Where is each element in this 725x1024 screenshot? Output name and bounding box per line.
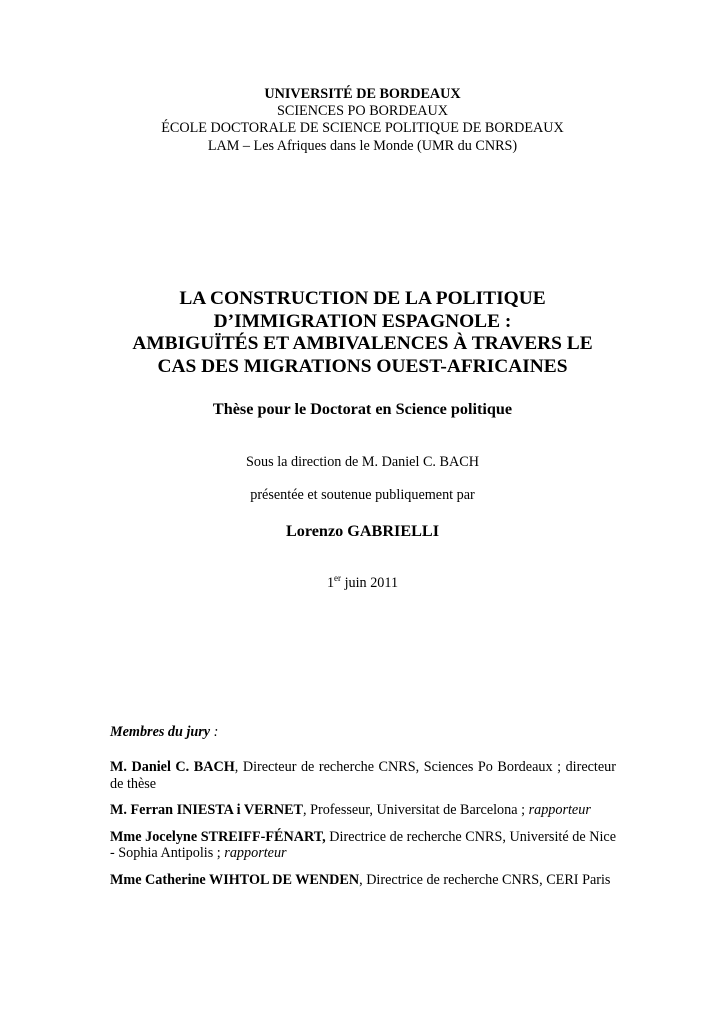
jury-heading-label: Membres du jury xyxy=(110,724,211,740)
title-line-4: CAS DES MIGRATIONS OUEST-AFRICAINES xyxy=(157,355,568,377)
jury-member-description: , Directeur de recherche CNRS, Sciences Po Bordeaux ; directeur de thèse xyxy=(110,759,616,792)
jury-member-name: M. Ferran INIESTA i VERNET xyxy=(110,802,303,819)
lab-name: LAM – Les Afriques dans le Monde (UMR du CNRS) xyxy=(207,137,518,154)
defense-date xyxy=(0,575,725,592)
institution-header xyxy=(0,86,725,155)
jury-member xyxy=(110,829,616,862)
supervision-line: Sous la direction de M. Daniel C. BACH xyxy=(246,454,479,470)
date-day-suffix: er xyxy=(334,573,342,583)
title-line-2: D’IMMIGRATION ESPAGNOLE : xyxy=(213,310,512,332)
jury-member-name: Mme Catherine WIHTOL DE WENDEN xyxy=(110,871,360,888)
jury-member-name: M. Daniel C. BACH xyxy=(110,759,235,775)
degree-subtitle: Thèse pour le Doctorat en Science politique xyxy=(212,400,513,418)
date-day: 1 xyxy=(326,575,335,591)
jury-member xyxy=(110,759,616,792)
doctoral-school-name: ÉCOLE DOCTORALE DE SCIENCE POLITIQUE DE BORDEAUX xyxy=(161,120,564,137)
date-month-year: juin 2011 xyxy=(341,575,399,591)
title-line-1: LA CONSTRUCTION DE LA POLITIQUE xyxy=(179,288,546,309)
jury-member-name: Mme Jocelyne STREIFF-FÉNART, xyxy=(110,828,326,845)
university-name: UNIVERSITÉ DE BORDEAUX xyxy=(264,86,461,102)
jury-member-description: Directrice de recherche CNRS, Université de Nice - Sophia Antipolis ; xyxy=(110,828,616,862)
school-name: SCIENCES PO BORDEAUX xyxy=(276,103,449,120)
thesis-title xyxy=(40,288,685,378)
presented-by-line: présentée et soutenue publiquement par xyxy=(250,487,475,503)
jury-member-description: , Directrice de recherche CNRS, CERI Paris xyxy=(359,871,611,888)
title-line-3: AMBIGUÏTÉS ET AMBIVALENCES À TRAVERS LE xyxy=(132,333,593,355)
jury-member-role: rapporteur xyxy=(224,845,287,862)
author-name: Lorenzo GABRIELLI xyxy=(285,522,440,540)
jury-list xyxy=(110,759,616,899)
jury-member xyxy=(110,802,616,819)
jury-member xyxy=(110,872,616,889)
jury-member-role: rapporteur xyxy=(528,802,591,819)
jury-member-description: , Professeur, Universitat de Barcelona ; xyxy=(303,802,529,819)
jury-heading xyxy=(110,724,218,741)
jury-heading-colon: : xyxy=(210,724,219,740)
